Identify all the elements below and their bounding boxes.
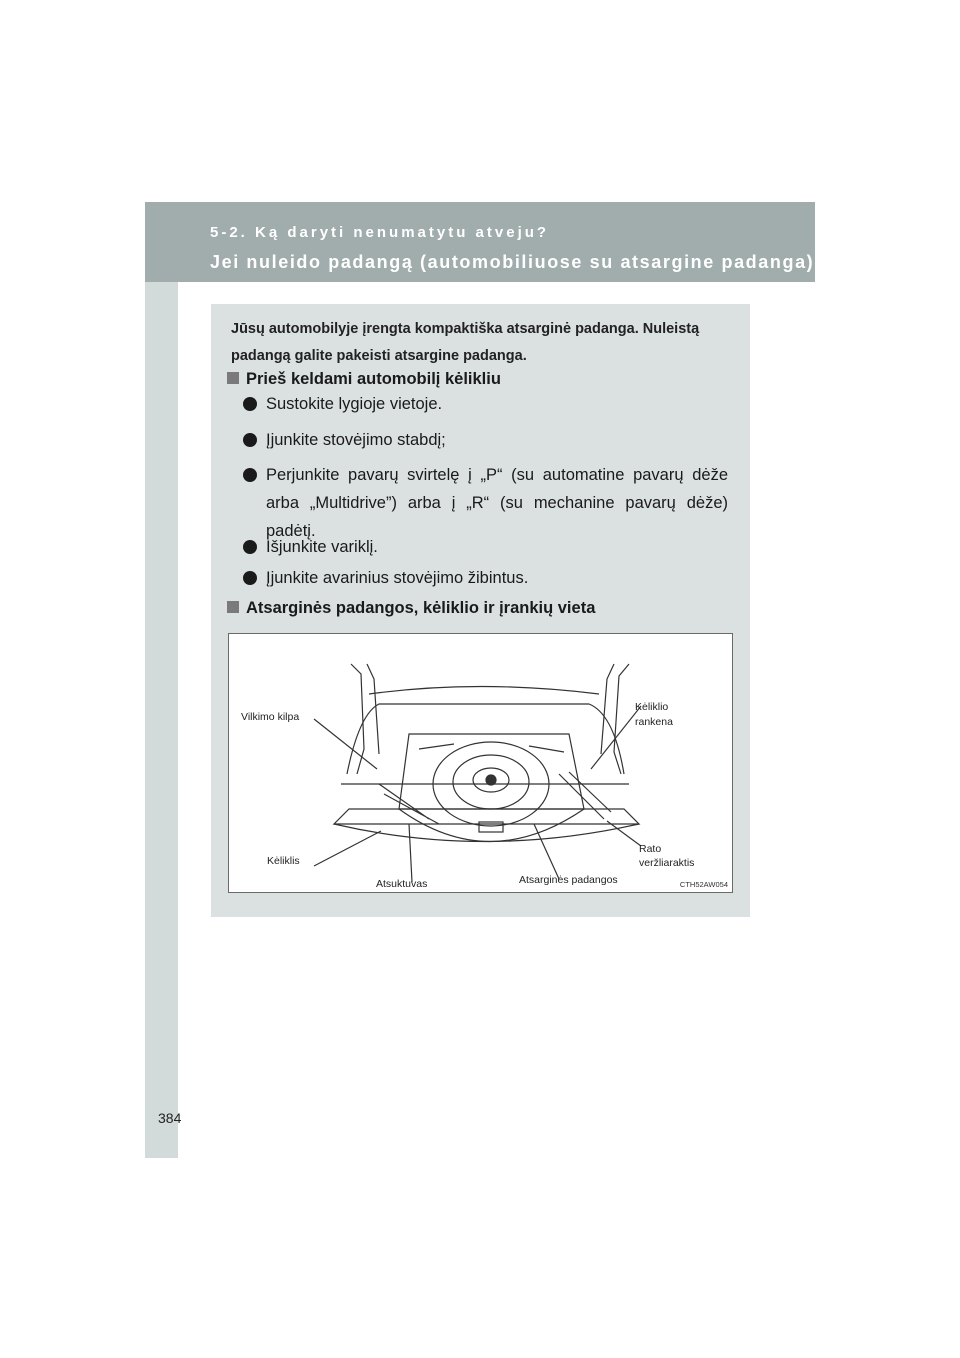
heading-text: Atsarginės padangos, kėliklio ir įrankių vieta [246,599,596,617]
figure-code: CTH52AW054 [679,880,728,889]
list-item: Perjunkite pavarų svirtelę į „P“ (su automatine pavarų dėže arba „Multidrive”) arba į „R“ (su mechanine pavarų dėže) padėtį. [243,461,728,545]
page-side-strip [145,202,178,1158]
heading-tool-location [227,599,595,618]
bullet-dot-icon [243,468,257,482]
label-wheel-wrench-line1: Rato [639,843,662,855]
intro-text: Jūsų automobilyje įrengta kompaktiška atsarginė padanga. Nuleistą padangą galite pakeisti atsargine padanga. [231,321,700,364]
label-jack-handle-line1: Kėliklio [635,701,669,713]
section-title: 5-2. Ką daryti nenumatytu atveju? [210,224,550,241]
label-jack: Kėliklis [267,855,300,867]
list-item: Įjunkite avarinius stovėjimo žibintus. [243,564,728,592]
bullet-dot-icon [243,397,257,411]
label-tow-hook: Vilkimo kilpa [241,711,300,723]
square-bullet-icon [227,601,239,613]
list-item: Sustokite lygioje vietoje. [243,390,728,418]
bullet-dot-icon [243,571,257,585]
trunk-illustration [228,633,733,893]
page-header [145,202,815,282]
heading-before-jacking [227,370,501,389]
content-box [211,304,750,917]
page-title: Jei nuleido padangą (automobiliuose su atsargine padanga) [210,252,815,272]
list-item: Įjunkite stovėjimo stabdį; [243,426,728,454]
list-item: Išjunkite variklį. [243,533,728,561]
heading-text: Prieš keldami automobilį kėlikliu [246,370,501,388]
page-number: 384 [158,1110,182,1126]
label-wheel-wrench-line2: veržliaraktis [639,857,695,869]
label-screwdriver: Atsuktuvas [376,878,428,890]
label-jack-handle-line2: rankena [635,716,673,728]
square-bullet-icon [227,372,239,384]
label-spare-tire: Atsarginės padangos [519,874,618,886]
bullet-dot-icon [243,540,257,554]
bullet-dot-icon [243,433,257,447]
